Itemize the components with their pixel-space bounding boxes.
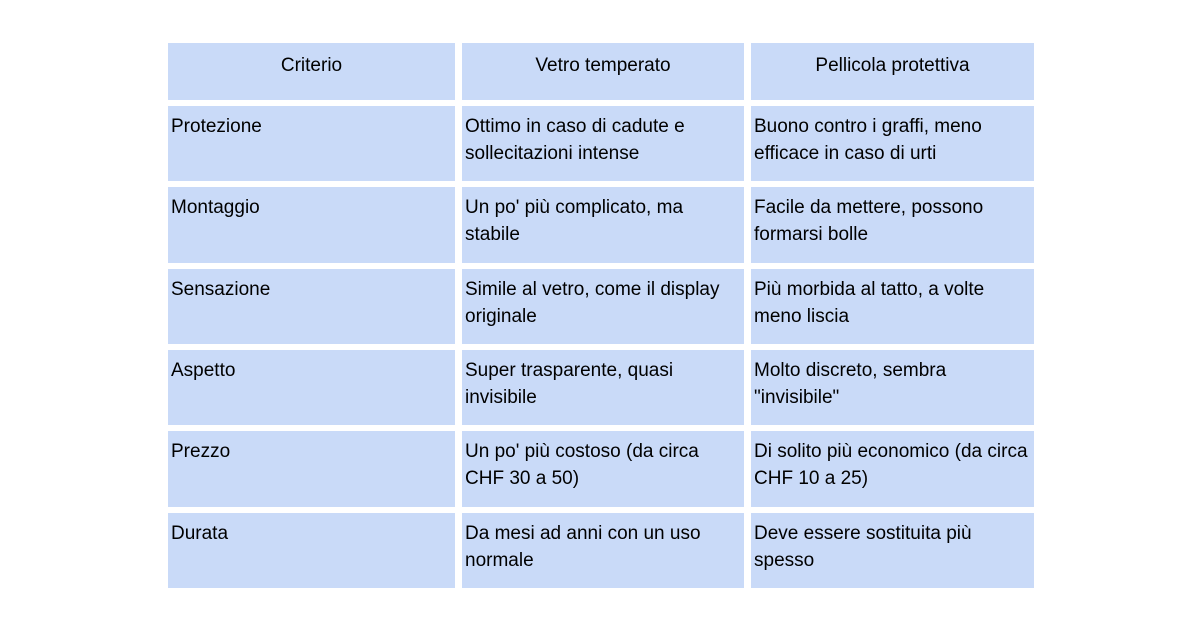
row-sensazione-vetro: Simile al vetro, come il display originale xyxy=(462,269,744,344)
row-durata-criterio: Durata xyxy=(168,513,455,588)
header-cell-vetro-temperato: Vetro temperato xyxy=(462,43,744,100)
row-prezzo-pellicola: Di solito più economico (da circa CHF 10 a 25) xyxy=(751,431,1034,506)
row-aspetto-criterio: Aspetto xyxy=(168,350,455,425)
comparison-table xyxy=(168,43,1034,588)
header-cell-criterio: Criterio xyxy=(168,43,455,100)
row-sensazione-criterio: Sensazione xyxy=(168,269,455,344)
row-aspetto-vetro: Super trasparente, quasi invisibile xyxy=(462,350,744,425)
row-prezzo-vetro: Un po' più costoso (da circa CHF 30 a 50) xyxy=(462,431,744,506)
row-durata-pellicola: Deve essere sostituita più spesso xyxy=(751,513,1034,588)
header-cell-pellicola-protettiva: Pellicola protettiva xyxy=(751,43,1034,100)
row-prezzo-criterio: Prezzo xyxy=(168,431,455,506)
row-durata-vetro: Da mesi ad anni con un uso normale xyxy=(462,513,744,588)
row-sensazione-pellicola: Più morbida al tatto, a volte meno liscia xyxy=(751,269,1034,344)
row-aspetto-pellicola: Molto discreto, sembra "invisibile" xyxy=(751,350,1034,425)
row-montaggio-criterio: Montaggio xyxy=(168,187,455,262)
row-montaggio-vetro: Un po' più complicato, ma stabile xyxy=(462,187,744,262)
row-protezione-pellicola: Buono contro i graffi, meno efficace in caso di urti xyxy=(751,106,1034,181)
row-protezione-criterio: Protezione xyxy=(168,106,455,181)
row-protezione-vetro: Ottimo in caso di cadute e sollecitazioni intense xyxy=(462,106,744,181)
row-montaggio-pellicola: Facile da mettere, possono formarsi bolle xyxy=(751,187,1034,262)
